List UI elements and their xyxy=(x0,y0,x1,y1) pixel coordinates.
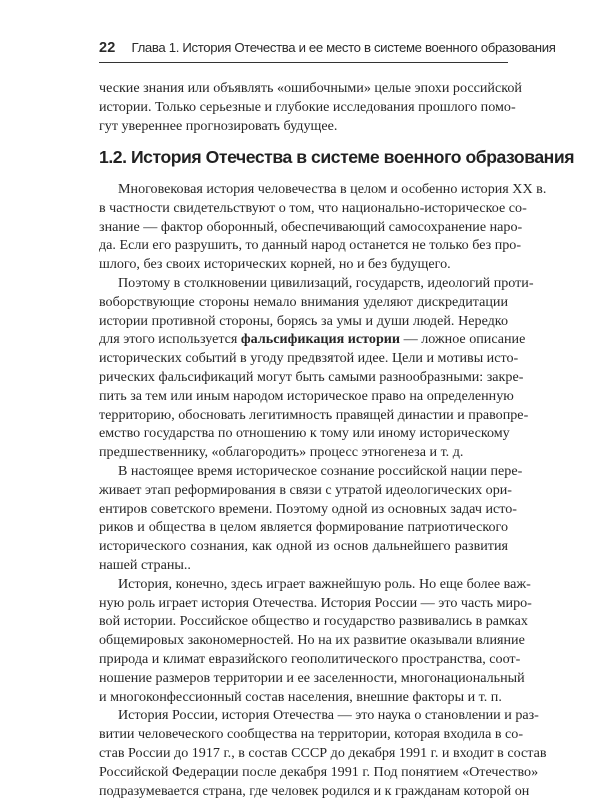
text-line: истории. Только серьезные и глубокие исследования прошлого помо- xyxy=(99,98,508,117)
text-line: исторических событий в угоду предвзятой идее. Цели и мотивы исто- xyxy=(99,349,508,368)
paragraph xyxy=(99,706,508,800)
text-line: шлого, без своих исторических корней, но и без будущего. xyxy=(99,255,508,274)
text-line: истории противной стороны, борясь за умы и души людей. Нередко xyxy=(99,312,508,331)
text-line: живает этап реформирования в связи с утратой идеологических ори- xyxy=(99,481,508,500)
paragraph xyxy=(99,462,508,575)
text-line: Российской Федерации после декабря 1991 г. Под понятием «Отечество» xyxy=(99,763,508,782)
text-line-with-term xyxy=(99,330,508,349)
text-line: территорию, обосновать легитимность правящей династии и правопре- xyxy=(99,406,508,425)
chapter-title: Глава 1. История Отечества и ее место в системе военного образования xyxy=(132,40,556,55)
text-line: став России до 1917 г., в состав СССР до декабря 1991 г. и входит в состав xyxy=(99,744,508,763)
text-line: емство государства по отношению к тому или иному историческому xyxy=(99,424,508,443)
text-line: в частности свидетельствуют о том, что национально-историческое со- xyxy=(99,199,508,218)
text-line: ентиров советского времени. Поэтому одной из основных задач исто- xyxy=(99,500,508,519)
text-line: В настоящее время историческое сознание российской нации пере- xyxy=(99,462,508,481)
text-line: знание — фактор оборонный, обеспечивающий самосохранение наро- xyxy=(99,218,508,237)
text-line: гут увереннее прогнозировать будущее. xyxy=(99,117,508,136)
text-line: рических фальсификаций могут быть самыми разнообразными: закре- xyxy=(99,368,508,387)
text-line: предшественнику, «облагородить» процесс этногенеза и т. д. xyxy=(99,443,508,462)
text-line: История, конечно, здесь играет важнейшую роль. Но еще более важ- xyxy=(99,575,508,594)
text-run: — ложное описание xyxy=(400,331,525,347)
text-line: История России, история Отечества — это наука о становлении и раз- xyxy=(99,706,508,725)
text-line: вой истории. Российское общество и государство развивались в рамках xyxy=(99,612,508,631)
text-line: да. Если его разрушить, то данный народ останется не только без про- xyxy=(99,236,508,255)
section-body xyxy=(99,180,508,800)
text-line: общемировых закономерностей. Но на их развитие оказывали влияние xyxy=(99,631,508,650)
text-line: природа и климат евразийского геополитического пространства, соот- xyxy=(99,650,508,669)
text-line: Поэтому в столкновении цивилизаций, государств, идеологий проти- xyxy=(99,274,508,293)
text-line: риков и общества в целом является формирование патриотического xyxy=(99,518,508,537)
page-number: 22 xyxy=(99,40,116,56)
text-line: подразумевается страна, где человек родился и к гражданам которой он xyxy=(99,782,508,800)
text-line: витии человеческого сообщества на территории, которая входила в со- xyxy=(99,725,508,744)
text-line: исторического сознания, как одной из основ дальнейшего развития xyxy=(99,537,508,556)
text-line: ношение размеров территории и ее заселенности, многонациональный xyxy=(99,669,508,688)
text-line: пить за тем или иным народом историческое право на определенную xyxy=(99,387,508,406)
text-line: и многоконфессионный состав населения, внешние факторы и т. п. xyxy=(99,688,508,707)
section-heading: 1.2. История Отечества в системе военного образования xyxy=(99,147,519,168)
paragraph xyxy=(99,274,508,462)
text-line: Многовековая история человечества в целом и особенно история XX в. xyxy=(99,180,508,199)
text-line: воборствующие стороны немало внимания уделяют дискредитации xyxy=(99,293,508,312)
key-term: фальсификация истории xyxy=(241,331,400,347)
intro-paragraph xyxy=(99,79,508,135)
text-line: нашей страны.. xyxy=(99,556,508,575)
paragraph xyxy=(99,575,508,707)
text-line: ческие знания или объявлять «ошибочными» целые эпохи российской xyxy=(99,79,508,98)
text-line: ную роль играет история Отечества. История России — это часть миро- xyxy=(99,594,508,613)
running-header xyxy=(99,40,508,63)
text-run: для этого используется xyxy=(99,331,241,347)
paragraph xyxy=(99,180,508,274)
